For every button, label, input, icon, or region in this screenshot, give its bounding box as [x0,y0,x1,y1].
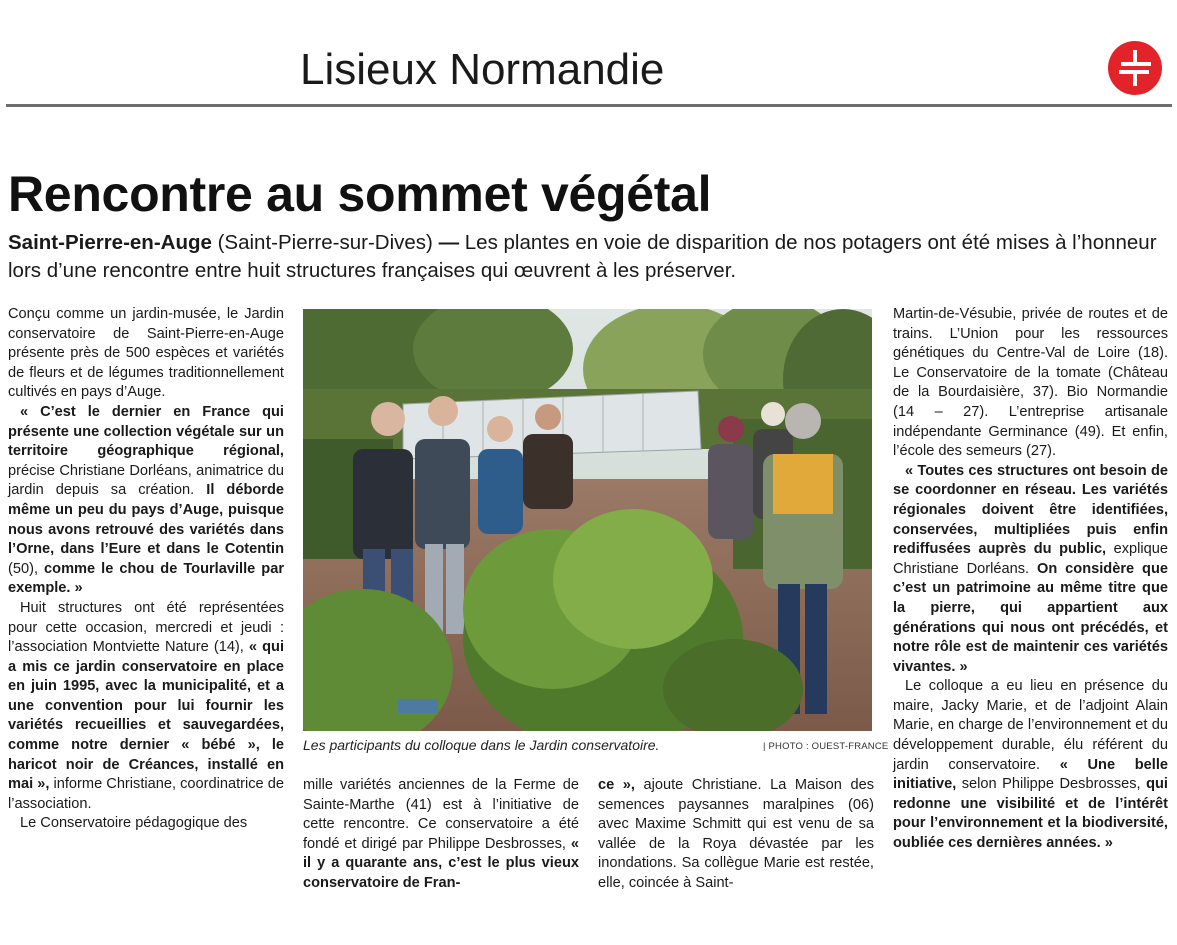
garden-photo [303,309,872,731]
lead-text: Les plantes en voie de disparition de nos potagers ont été mises à l’honneur lors d’une rencontre entre huit structures françaises qui œuvrent à les préserver. [8,231,1157,282]
article-column-2 [303,776,579,894]
article-column-1 [8,305,284,834]
paragraph: mille variétés anciennes de la Ferme de Sainte-Marthe (41) est à l’initiative de cette rencontre. Ce conservatoire a été fondé et dirigé par Philippe Desbrosses, « il y a quarante ans, c’est le plus vieux conservatoire de Fran- [303,777,579,891]
paragraph: « C’est le dernier en France qui présente une collection végétale sur un territoire géographique régional, précise Christiane Dorléans, animatrice du jardin depuis sa création. Il déborde même un peu du pays d’Auge, puisque nous avons retrouvé des variétés dans l’Orne, dans l’Eure et dans le Cotentin (50), comme le chou de Tourlaville par exemple. » [8,403,285,597]
section-title: Lisieux Normandie [300,45,665,94]
lead-dash: — [438,231,460,254]
article-column-3 [598,776,874,894]
article-headline: Rencontre au sommet végétal [8,166,712,222]
photo-caption: Les participants du colloque dans le Jardin conservatoire. [303,737,660,753]
lead-place: (Saint-Pierre-sur-Dives) [211,231,439,254]
article-column-4 [893,305,1168,854]
paragraph: Le Conservatoire pédagogique des [20,815,248,832]
paragraph: « Toutes ces structures ont besoin de se coordonner en réseau. Les variétés régionales doivent être identifiées, conservées, multipliées puis enfin rediffusées auprès du public, explique Christiane Dorléans. On considère que c’est un patrimoine au même titre que la pierre, qui appartient aux générations qui nous ont précédés, et notre rôle est de maintenir ces variétés vivantes. » [893,462,1168,675]
ouest-france-logo-icon [1107,40,1163,96]
header-rule [6,104,1172,107]
paragraph: Le colloque a eu lieu en présence du maire, Jacky Marie, et de l’adjoint Alain Marie, en charge de l’environnement et du développement durable, élu référent du jardin conservatoire. « Une belle initiative, selon Philippe Desbrosses, qui redonne une visibilité et de l’intérêt pour l’environnement et la biodiversité, oubliée ces dernières années. » [893,678,1168,852]
lead-city: Saint-Pierre-en-Auge [8,231,212,254]
paragraph: Huit structures ont été représentées pour cette occasion, mercredi et jeudi : l’association Montviette Nature (14), « qui a mis ce jardin conservatoire en place en juin 1995, avec la municipalité, et a une convention pour lui fournir les variétés recueillies et sauvegardées, comme notre dernier « bébé », le haricot noir de Créances, installé en mai », informe Christiane, coordinatrice de l’association. [8,599,285,812]
paragraph: ce », ajoute Christiane. La Maison des semences paysannes maralpines (06) avec Maxime Schmitt qui est venu de sa vallée de la Roya dévastée par les inondations. Sa collègue Marie est restée, elle, coincée à Saint- [598,777,874,891]
article-lead [8,229,1173,285]
photo-credit: | PHOTO : OUEST-FRANCE [763,741,889,752]
paragraph: Martin-de-Vésubie, privée de routes et de trains. L’Union pour les ressources génétiques du Centre-Val de Loire (18). Le Conservatoire de la tomate (Château de la Bourdaisière, 37). Bio Normandie (14 – 27). L’entreprise artisanale indépendante Germinance (49). Et enfin, l’école des semeurs (27). [893,306,1168,460]
paragraph: Conçu comme un jardin-musée, le Jardin conservatoire de Saint-Pierre-en-Auge présente près de 500 espèces et variétés de fleurs et de légumes traditionnellement cultivés en pays d’Auge. [8,306,284,401]
